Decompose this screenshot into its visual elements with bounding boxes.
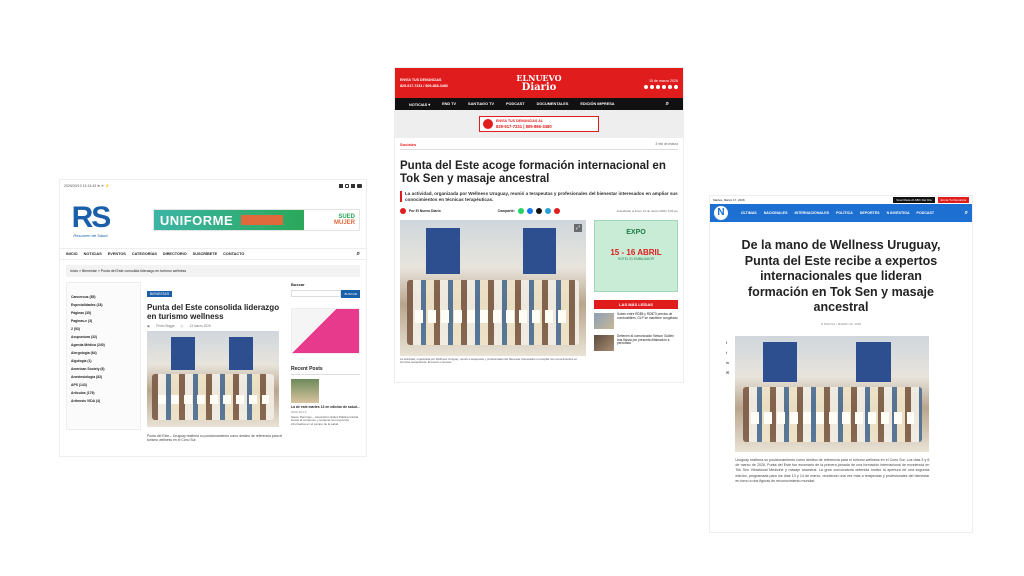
expo-place: HOTEL EL EMBAJADOR bbox=[618, 257, 654, 261]
recent-post-date: 2026-03-13 bbox=[291, 409, 307, 414]
twitter-share-icon[interactable]: t bbox=[726, 349, 728, 355]
category-item[interactable]: Algología (1) bbox=[71, 359, 92, 363]
author-name[interactable]: Por El Nuevo Diario bbox=[409, 209, 441, 213]
article-photo bbox=[400, 220, 586, 356]
ad-strip[interactable] bbox=[395, 110, 683, 138]
category-item[interactable]: Páginas (35) bbox=[71, 311, 91, 315]
megaphone-icon bbox=[483, 119, 493, 129]
youtube-icon[interactable] bbox=[662, 85, 666, 89]
article-title: De la mano de Wellness Uruguay, Punta del Este recibe a expertos internacionales que lideran formación en Tok Sen y masaje ancestral bbox=[741, 238, 941, 314]
nav-categorias[interactable]: CATEGORÍAS bbox=[131, 252, 157, 256]
expo-title: EXPO bbox=[626, 229, 646, 236]
site-logo[interactable]: ELNUEVO Diario bbox=[516, 73, 562, 93]
expo-dates: 15 - 16 ABRIL bbox=[610, 248, 662, 257]
social-icons bbox=[644, 85, 678, 89]
ad-headline: UNIFORME bbox=[159, 212, 234, 228]
screenshot-resumen-de-salud bbox=[60, 180, 366, 456]
instagram-icon[interactable] bbox=[650, 85, 654, 89]
nav-noticias[interactable]: NOTICIAS bbox=[83, 252, 102, 256]
nav-deportes[interactable]: DEPORTES bbox=[859, 211, 880, 215]
recent-post-title[interactable]: La de este martes 13 en edición de salud... bbox=[291, 405, 360, 409]
category-item[interactable]: Arthrosis VIDA (4) bbox=[71, 399, 101, 403]
share-column bbox=[726, 336, 729, 485]
article-meta: N DIGITAL | MARZO 16, 2026 bbox=[820, 321, 862, 326]
category-item[interactable]: Acupuntura (32) bbox=[71, 335, 97, 339]
red-header bbox=[395, 68, 683, 98]
category-item[interactable]: American Society (8) bbox=[71, 367, 105, 371]
category-item[interactable]: Artículos (179) bbox=[71, 391, 95, 395]
subscribe-button[interactable]: Suscríbete Al ABC Del Día bbox=[893, 197, 934, 203]
nav-inicio[interactable]: INICIO bbox=[66, 252, 78, 256]
telegram-icon[interactable] bbox=[674, 85, 678, 89]
category-item[interactable]: APS (143) bbox=[71, 383, 87, 387]
whatsapp-share-icon[interactable] bbox=[518, 208, 524, 214]
header-date: 15 de marzo 2026 bbox=[649, 78, 678, 83]
recent-post-thumb[interactable] bbox=[291, 379, 319, 403]
category-tag[interactable]: BIENESTAR bbox=[147, 291, 172, 297]
nav-eventos[interactable]: EVENTOS bbox=[107, 252, 126, 256]
sidebar-search-button[interactable]: BUSCAR bbox=[341, 290, 360, 298]
nav-noticias[interactable]: NOTICIAS ▾ bbox=[409, 102, 431, 107]
x-share-icon[interactable] bbox=[536, 208, 542, 214]
categories-sidebar bbox=[66, 282, 141, 430]
nav-politica[interactable]: POLÍTICA bbox=[836, 211, 853, 215]
main-nav bbox=[395, 98, 683, 110]
nav-santiago-tv[interactable]: SANTIAGO TV bbox=[468, 102, 494, 106]
search-label: Buscar bbox=[291, 282, 305, 287]
article-caption: Punta del Este.– Uruguay reafirma su posicionamiento como destino de referencia para el turismo wellness en el Cono Sur. bbox=[147, 434, 283, 443]
social-icons bbox=[339, 184, 362, 188]
site-logo[interactable]: RS Resumen de Salud bbox=[71, 200, 110, 238]
screenshot-el-nuevo-diario bbox=[395, 68, 683, 382]
nav-internacionales[interactable]: INTERNACIONALES bbox=[794, 211, 830, 215]
article-date: 13 marzo 2026 bbox=[189, 324, 211, 329]
top-bar bbox=[60, 180, 366, 192]
facebook-icon[interactable] bbox=[339, 184, 343, 188]
report-button[interactable]: Envía Tu Denuncia bbox=[938, 197, 969, 203]
article-lead: La actividad, organizada por Wellness Uruguay, reunió a terapeutas y profesionales del bienestar interesados en ampliar sus conocimientos en técnicas terapéuticas. bbox=[400, 191, 678, 202]
article-title: Punta del Este acoge formación internacional en Tok Sen y masaje ancestral bbox=[400, 160, 666, 186]
tiktok-icon[interactable] bbox=[668, 85, 672, 89]
twitter-icon[interactable] bbox=[351, 184, 355, 188]
main-nav bbox=[710, 204, 972, 222]
category-item[interactable]: Agenda Médica (240) bbox=[71, 343, 105, 347]
recent-post-excerpt: Santo Domingo.– Asociación Salud Pública Global busca el consenso y sostener la proyección informativa en el campo de la salud. bbox=[291, 414, 359, 426]
search-icon[interactable]: ⌕ bbox=[964, 209, 968, 216]
sidebar-search-input[interactable] bbox=[291, 290, 341, 297]
clock-icon: ◷ bbox=[180, 324, 184, 329]
search-icon[interactable]: ⌕ bbox=[356, 250, 360, 257]
nav-suscribete[interactable]: SUSCRÍBETE bbox=[192, 252, 218, 256]
category-list bbox=[71, 293, 136, 405]
article-byline bbox=[400, 208, 678, 214]
expo-ad[interactable] bbox=[594, 220, 678, 292]
header bbox=[60, 192, 366, 248]
search-icon[interactable]: ⌕ bbox=[665, 100, 669, 107]
expand-icon[interactable]: ⤢ bbox=[575, 225, 580, 231]
ad-brand: SUED bbox=[338, 214, 355, 220]
sidebar-ad[interactable] bbox=[291, 308, 360, 354]
email-share-icon[interactable] bbox=[554, 208, 560, 214]
share-label: Compartir: bbox=[497, 209, 515, 213]
nav-contacto[interactable]: CONTACTO bbox=[223, 252, 245, 256]
ad-text: ENVÍA TUS DENUNCIAS AL bbox=[496, 119, 544, 123]
article-author[interactable]: Pedro Bugge bbox=[156, 324, 175, 329]
ad-phone: 829-917-7231 | 809-866-3480 bbox=[496, 124, 552, 129]
article-title: Punta del Este consolida liderazgo en turismo wellness bbox=[147, 303, 280, 322]
article-photo bbox=[147, 331, 279, 427]
site-logo[interactable]: N bbox=[714, 206, 728, 220]
category-item[interactable]: Especialidades (18) bbox=[71, 303, 103, 307]
category-item[interactable]: Alergología (64) bbox=[71, 351, 97, 355]
nav-n-investiga[interactable]: N INVESTIGA bbox=[886, 211, 910, 215]
most-read-header: LAS MÁS LEÍDAS bbox=[594, 300, 678, 309]
youtube-icon[interactable] bbox=[357, 184, 362, 188]
breadcrumb: Inicio » Bienestar » Punta del Este consolida liderazgo en turismo wellness bbox=[66, 265, 360, 277]
header-ad-banner[interactable] bbox=[153, 209, 360, 231]
x-icon[interactable] bbox=[656, 85, 660, 89]
category-item[interactable]: Anestesiología (82) bbox=[71, 375, 103, 379]
author-avatar bbox=[400, 208, 406, 214]
nav-ultimas[interactable]: ÚLTIMAS bbox=[741, 211, 757, 215]
nav-edicion-impresa[interactable]: EDICIÓN IMPRESA bbox=[580, 102, 615, 106]
nav-podcast[interactable]: PODCAST bbox=[506, 102, 525, 106]
main-nav bbox=[60, 248, 366, 260]
category-item[interactable]: Paginas-e (3) bbox=[71, 319, 93, 323]
top-bar bbox=[710, 196, 972, 204]
author-icon: ▣ bbox=[147, 324, 151, 329]
nav-directorio[interactable]: DIRECTORIO bbox=[162, 252, 187, 256]
article-meta bbox=[147, 324, 285, 328]
article-body: Uruguay reafirma su posicionamiento como destino de referencia para el turismo wellness en el Cono Sur. Los días 5 y 6 de marzo de 2026, Punta del Este fue escenario de la primera jornada de una formación internacional de excelencia en Tok Sen Vibrational Medicine y masaje ancestral. La gran convocatoria obtenida motivó la apertura de una segunda edición, programada para los días 13 y 14 de marzo, reuniendo una vez más a terapeutas y profesionales del bienestar en torno a dos figuras de reconocimiento mundial. bbox=[735, 457, 930, 484]
top-date: 2026/03/13 13:13:43 ⊕ ☀ ⚡ bbox=[64, 184, 110, 188]
linkedin-share-icon[interactable]: in bbox=[726, 359, 730, 365]
nav-podcast[interactable]: PODCAST bbox=[916, 211, 935, 215]
category-item[interactable]: Cancerous (85) bbox=[71, 295, 96, 299]
denuncias-label[interactable]: ENVÍA TUS DENUNCIAS bbox=[400, 78, 442, 82]
denuncias-phone[interactable]: 829-917-7231 / 809-866-3480 bbox=[400, 84, 448, 88]
instagram-icon[interactable] bbox=[345, 184, 349, 188]
article-photo bbox=[735, 336, 929, 452]
nav-documentales[interactable]: DOCUMENTALES bbox=[536, 102, 569, 106]
most-read-thumb bbox=[594, 313, 614, 329]
article-main bbox=[147, 282, 285, 443]
ad-brand-sub: MUJER bbox=[333, 220, 355, 226]
right-sidebar bbox=[291, 282, 360, 443]
most-read-thumb bbox=[594, 335, 614, 351]
category-item[interactable]: 2 (53) bbox=[71, 327, 80, 331]
telegram-share-icon[interactable] bbox=[545, 208, 551, 214]
section-label[interactable]: Sociales bbox=[400, 142, 417, 147]
nav-nacionales[interactable]: NACIONALES bbox=[763, 211, 788, 215]
facebook-share-icon[interactable]: f bbox=[726, 339, 728, 345]
facebook-icon[interactable] bbox=[644, 85, 648, 89]
read-time: 3 min de lectura bbox=[655, 142, 678, 146]
top-date: Martes, Marzo 17, 2026 bbox=[713, 198, 745, 202]
most-read-item[interactable]: Detienen al comunicador Nelson Guillén tras fianza por presunta difamación a periodista bbox=[594, 335, 678, 351]
updated-date: Actualizado el lunes, 16 de marzo 2026 | 6:00 pm bbox=[616, 209, 678, 213]
screenshot-n-digital bbox=[710, 196, 972, 532]
photo-caption: La actividad, organizada por Wellness Uruguay, reunió a terapeutas y profesionales del bienestar interesados en ampliar sus conocimientos en técnicas terapéuticas. El evento entonces bbox=[400, 357, 578, 365]
facebook-share-icon[interactable] bbox=[527, 208, 533, 214]
nav-end-tv[interactable]: END TV bbox=[442, 102, 457, 106]
email-share-icon[interactable]: ✉ bbox=[726, 369, 730, 375]
recent-posts-title: Recent Posts bbox=[291, 366, 360, 375]
most-read-item[interactable]: Suben entre RD$5 y RD$73 precios de combustibles; GLP se mantiene congelado bbox=[594, 313, 678, 329]
